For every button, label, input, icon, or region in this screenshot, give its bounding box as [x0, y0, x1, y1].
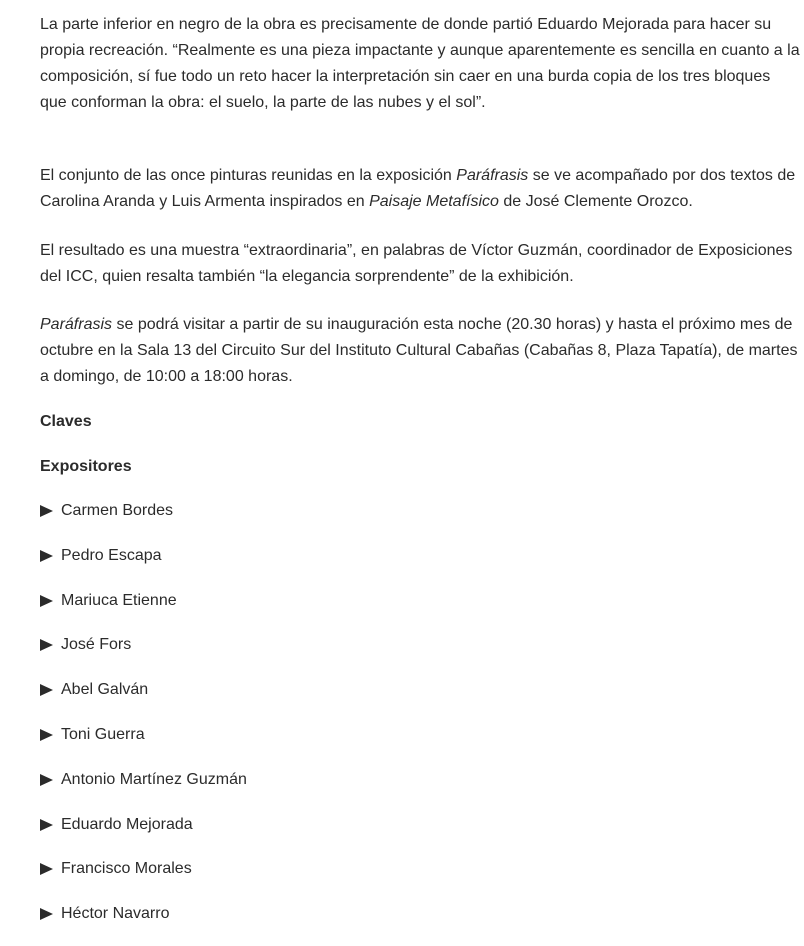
expositor-name: Mariuca Etienne — [61, 591, 177, 609]
paragraph-text: se ve acompañado por dos textos de Carolina Aranda y Luis Armenta inspirados en — [40, 167, 796, 210]
paragraph-exhibition-texts — [40, 163, 800, 215]
list-item — [40, 632, 247, 677]
heading-expositores: Expositores — [40, 458, 132, 475]
italic-title-text: Paráfrasis — [456, 167, 529, 184]
italic-title-text: Paisaje Metafísico — [369, 193, 499, 210]
expositor-name: José Fors — [61, 636, 132, 654]
triangle-bullet-icon — [40, 729, 53, 741]
triangle-bullet-icon — [40, 595, 53, 607]
triangle-bullet-icon — [40, 774, 53, 786]
paragraph-text: de José Clemente Orozco. — [498, 193, 693, 210]
expositor-name: Carmen Bordes — [61, 502, 174, 519]
list-item — [40, 543, 247, 588]
list-item — [40, 901, 247, 946]
paragraph-mejorada-recreation — [40, 12, 800, 116]
list-item — [40, 856, 247, 901]
paragraph-guzman-quote — [40, 238, 800, 290]
triangle-bullet-icon — [40, 550, 53, 562]
paragraph-text: La parte inferior en negro de la obra es precisamente de donde partió Eduardo Mejorada para hacer su propia recreación. “Realmente es una pieza impactante y aunque aparentemente es sencilla en cuanto a la composición, sí fue todo un reto hacer la interpretación sin caer en una burda copia de los tres bloques que conforman la obra: el suelo, la parte de las nubes y el sol”. — [40, 16, 800, 111]
italic-title-text: Paráfrasis — [40, 316, 113, 333]
triangle-bullet-icon — [40, 863, 53, 875]
expositor-name: Héctor Navarro — [61, 905, 170, 923]
expositor-name: Francisco Morales — [61, 860, 192, 878]
list-item — [40, 498, 247, 543]
list-item — [40, 677, 247, 722]
paragraph-text: se podrá visitar a partir de su inauguración esta noche (20.30 horas) y hasta el próximo mes de octubre en la Sala 13 del Circuito Sur del Instituto Cultural Cabañas (Cabañas 8, Plaza Tapatía), de martes a domingo, de 10:00 a 18:00 horas. — [40, 316, 798, 385]
triangle-bullet-icon — [40, 505, 53, 517]
triangle-bullet-icon — [40, 639, 53, 651]
paragraph-visit-info — [40, 312, 800, 390]
list-item — [40, 767, 247, 812]
expositor-name: Pedro Escapa — [61, 546, 162, 564]
expositor-name: Abel Galván — [61, 681, 149, 699]
list-item — [40, 722, 247, 767]
list-item — [40, 812, 247, 857]
triangle-bullet-icon — [40, 684, 53, 696]
expositor-name: Antonio Martínez Guzmán — [61, 770, 247, 788]
expositor-name: Eduardo Mejorada — [61, 815, 193, 833]
list-item — [40, 588, 247, 633]
expositor-name: Toni Guerra — [61, 725, 145, 743]
expositores-list — [40, 498, 247, 946]
triangle-bullet-icon — [40, 908, 53, 920]
heading-claves: Claves — [40, 413, 92, 430]
paragraph-text: El conjunto de las once pinturas reunidas en la exposición — [40, 167, 457, 184]
paragraph-text: El resultado es una muestra “extraordinaria”, en palabras de Víctor Guzmán, coordinador de Exposiciones del ICC, quien resalta también “la elegancia sorprendente” de la exhibición. — [40, 242, 793, 285]
triangle-bullet-icon — [40, 819, 53, 831]
